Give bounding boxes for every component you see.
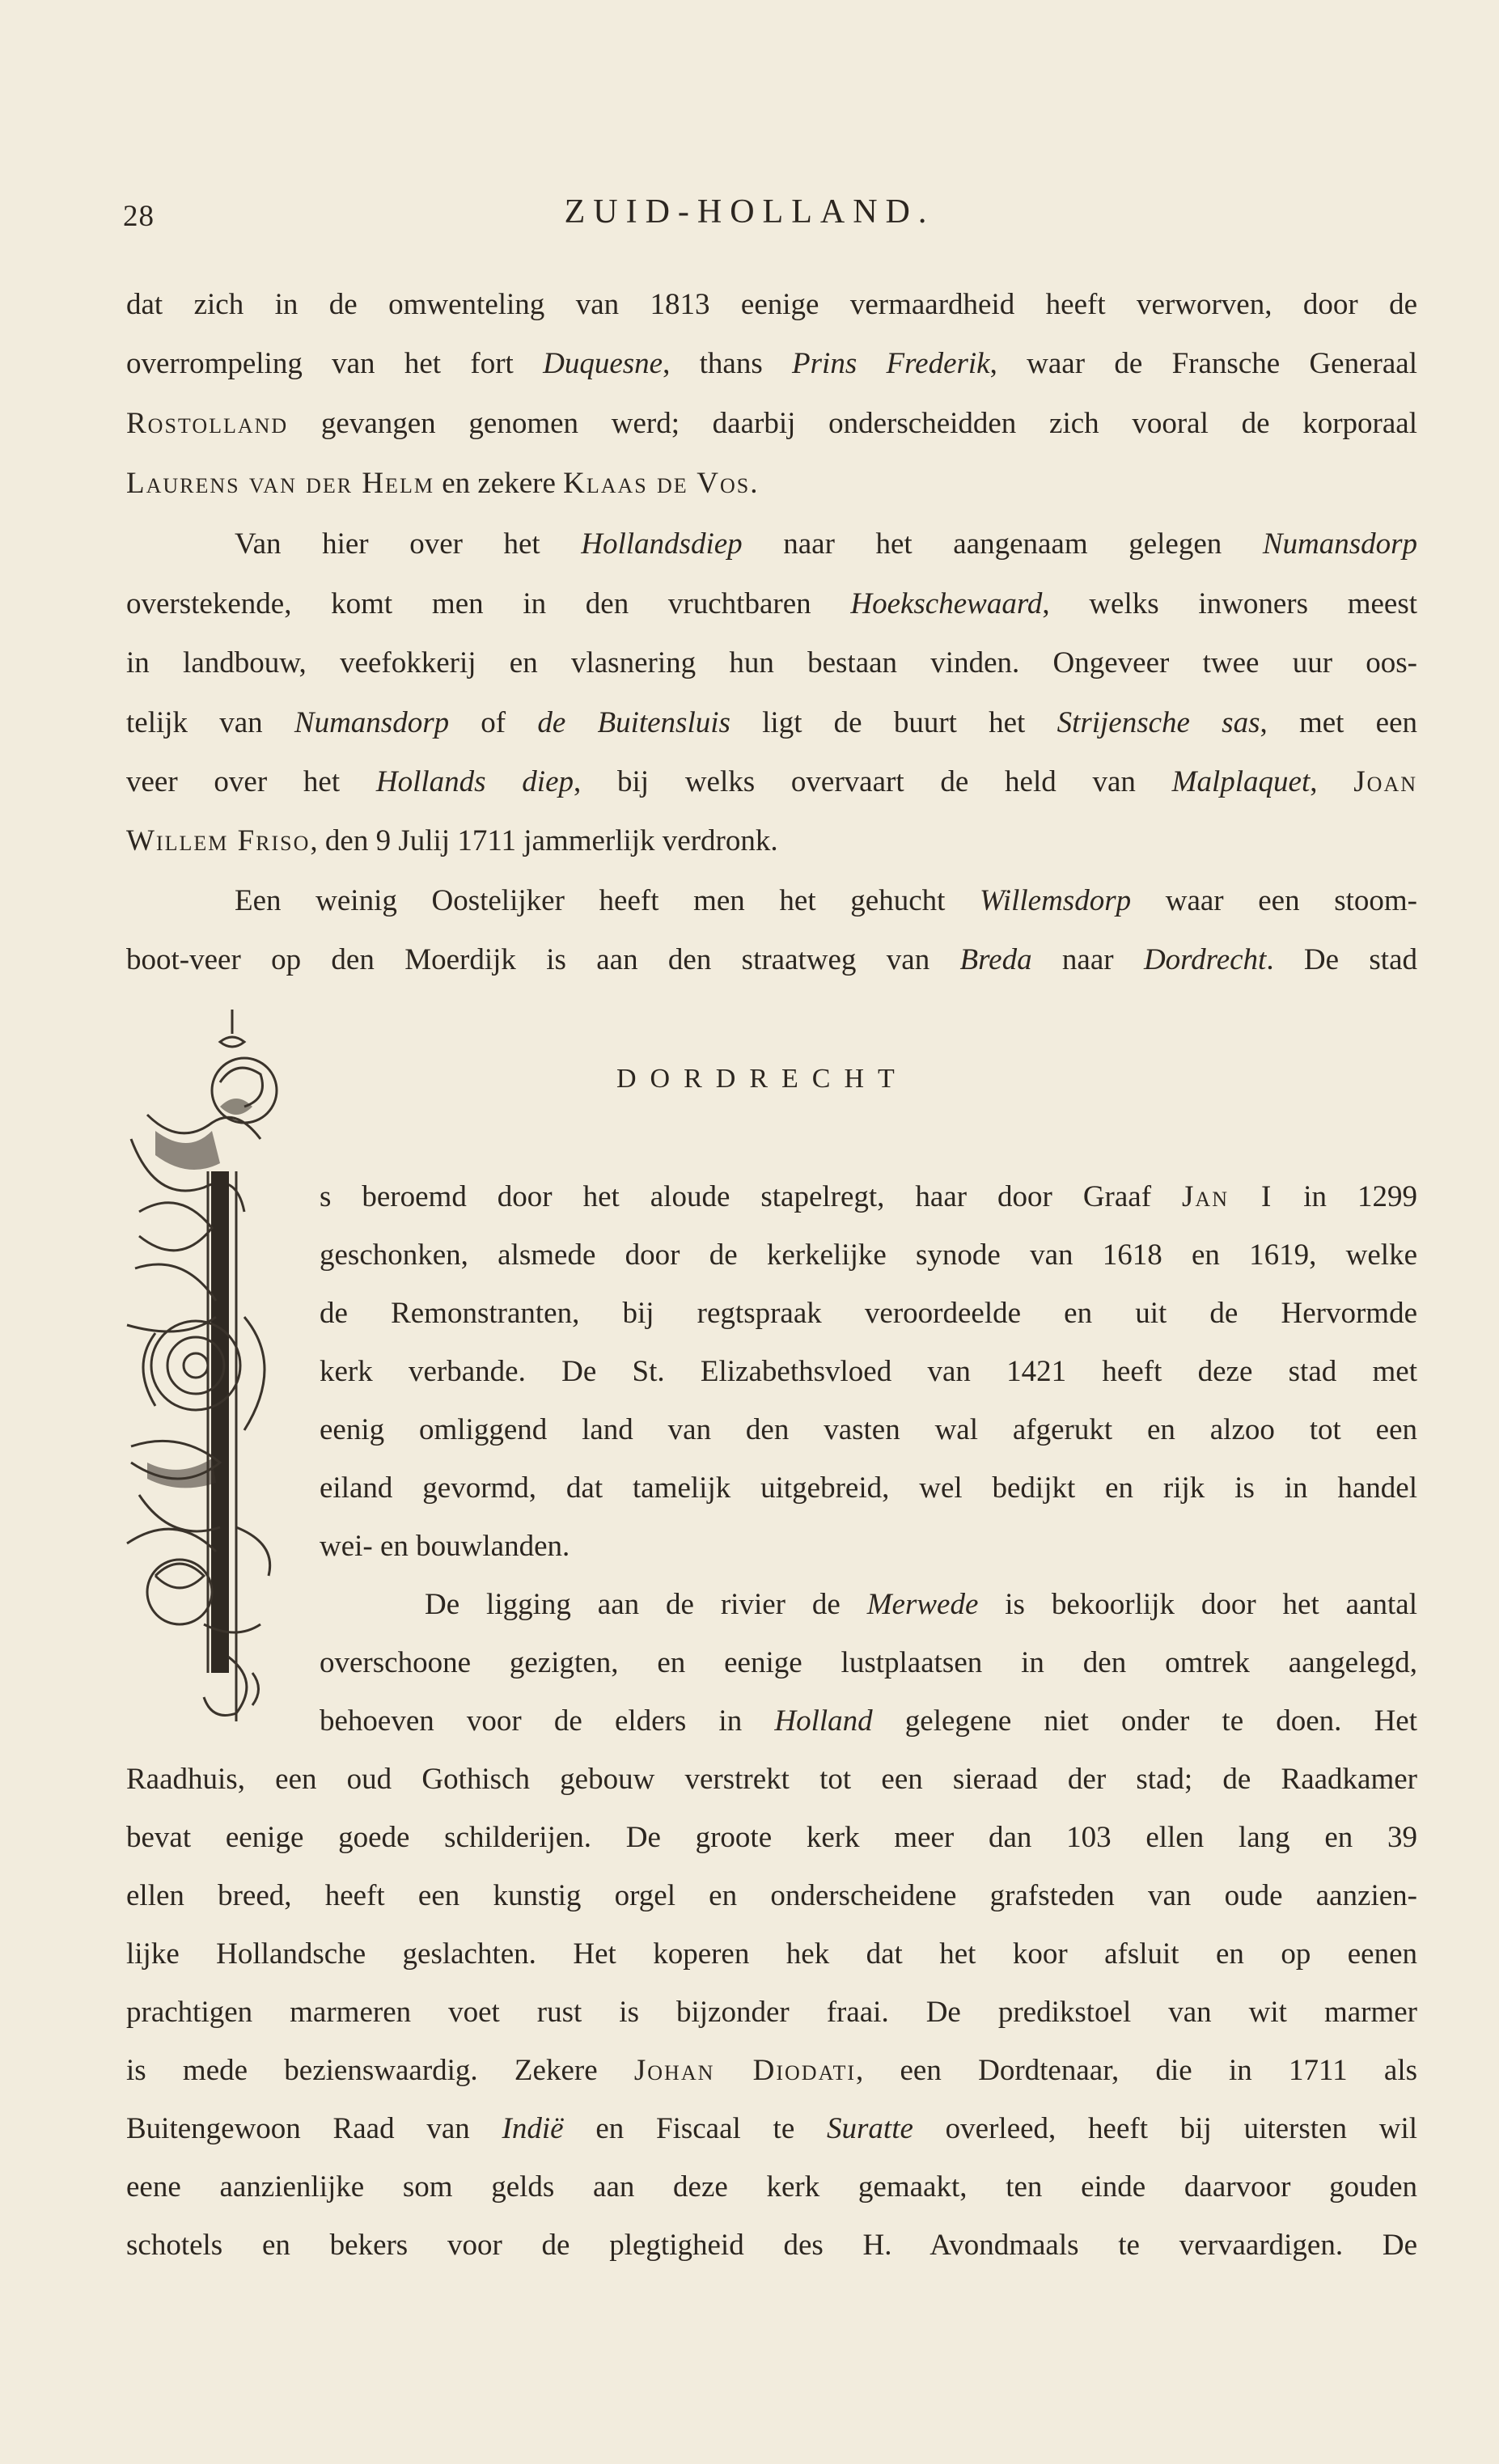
running-title: ZUID-HOLLAND. <box>564 193 935 231</box>
text-line: overstekende, komt men in den vruchtbaren Hoekschewaard, welks inwoners meest <box>126 587 1417 620</box>
text-line: Een weinig Oostelijker heeft men het gehucht Willemsdorp waar een stoom- <box>235 884 1417 917</box>
text-line: eiland gevormd, dat tamelijk uitgebreid, wel bedijkt en rijk is in handel <box>320 1471 1417 1505</box>
text-line: wei- en bouwlanden. <box>320 1530 570 1563</box>
text-line: bevat eenige goede schilderijen. De groote kerk meer dan 103 ellen lang en 39 <box>126 1821 1417 1854</box>
text-line: De ligging aan de rivier de Merwede is bekoorlijk door het aantal <box>425 1588 1417 1621</box>
text-line: lijke Hollandsche geslachten. Het koperen hek dat het koor afsluit en op eenen <box>126 1937 1417 1971</box>
text-line: Laurens van der Helm en zekere Klaas de Vos. <box>126 467 758 500</box>
text-line: Willem Friso, den 9 Julij 1711 jammerlijk verdronk. <box>126 824 778 857</box>
section-title: DORDRECHT <box>616 1064 908 1094</box>
text-line: kerk verbande. De St. Elizabethsvloed van 1421 heeft deze stad met <box>320 1355 1417 1388</box>
text-line: overschoone gezigten, en eenige lustplaatsen in den omtrek aangelegd, <box>320 1646 1417 1679</box>
text-line: Van hier over het Hollandsdiep naar het aangenaam gelegen Numansdorp <box>235 527 1418 561</box>
text-line: ellen breed, heeft een kunstig orgel en onderscheidene grafsteden van oude aanzien- <box>126 1879 1417 1912</box>
page-number: 28 <box>123 200 155 233</box>
text-line: Buitengewoon Raad van Indië en Fiscaal te Suratte overleed, heeft bij uitersten wil <box>126 2112 1418 2145</box>
text-line: telijk van Numansdorp of de Buitensluis ligt de buurt het Strijensche sas, met een <box>126 706 1417 739</box>
ornamental-initial-i-icon <box>123 1010 297 1721</box>
text-line: boot-veer op den Moerdijk is aan den straatweg van Breda naar Dordrecht. De stad <box>126 943 1418 976</box>
text-line: prachtigen marmeren voet rust is bijzonder fraai. De predikstoel van wit marmer <box>126 1996 1417 2029</box>
text-line: behoeven voor de elders in Holland gelegene niet onder te doen. Het <box>320 1704 1417 1738</box>
text-line: in landbouw, veefokkerij en vlasnering hun bestaan vinden. Ongeveer twee uur oos- <box>126 646 1417 680</box>
text-line: Rostolland gevangen genomen werd; daarbij onderscheidden zich vooral de korporaal <box>126 407 1417 440</box>
text-line: de Remonstranten, bij regtspraak veroordeelde en uit de Hervormde <box>320 1297 1417 1330</box>
text-line: geschonken, alsmede door de kerkelijke synode van 1618 en 1619, welke <box>320 1238 1417 1272</box>
text-line: s beroemd door het aloude stapelregt, haar door Graaf Jan I in 1299 <box>320 1180 1418 1213</box>
text-line: veer over het Hollands diep, bij welks overvaart de held van Malplaquet, Joan <box>126 765 1417 798</box>
text-line: overrompeling van het fort Duquesne, thans Prins Frederik, waar de Fransche Generaal <box>126 347 1417 380</box>
text-line: dat zich in de omwenteling van 1813 eenige vermaardheid heeft verworven, door de <box>126 288 1417 321</box>
text-line: schotels en bekers voor de plegtigheid des H. Avondmaals te vervaardigen. De <box>126 2229 1417 2262</box>
text-line: eene aanzienlijke som gelds aan deze kerk gemaakt, ten einde daarvoor gouden <box>126 2170 1417 2204</box>
text-line: is mede bezienswaardig. Zekere Johan Diodati, een Dordtenaar, die in 1711 als <box>126 2054 1417 2087</box>
text-line: Raadhuis, een oud Gothisch gebouw verstrekt tot een sieraad der stad; de Raadkamer <box>126 1763 1417 1796</box>
text-line: eenig omliggend land van den vasten wal afgerukt en alzoo tot een <box>320 1413 1417 1446</box>
